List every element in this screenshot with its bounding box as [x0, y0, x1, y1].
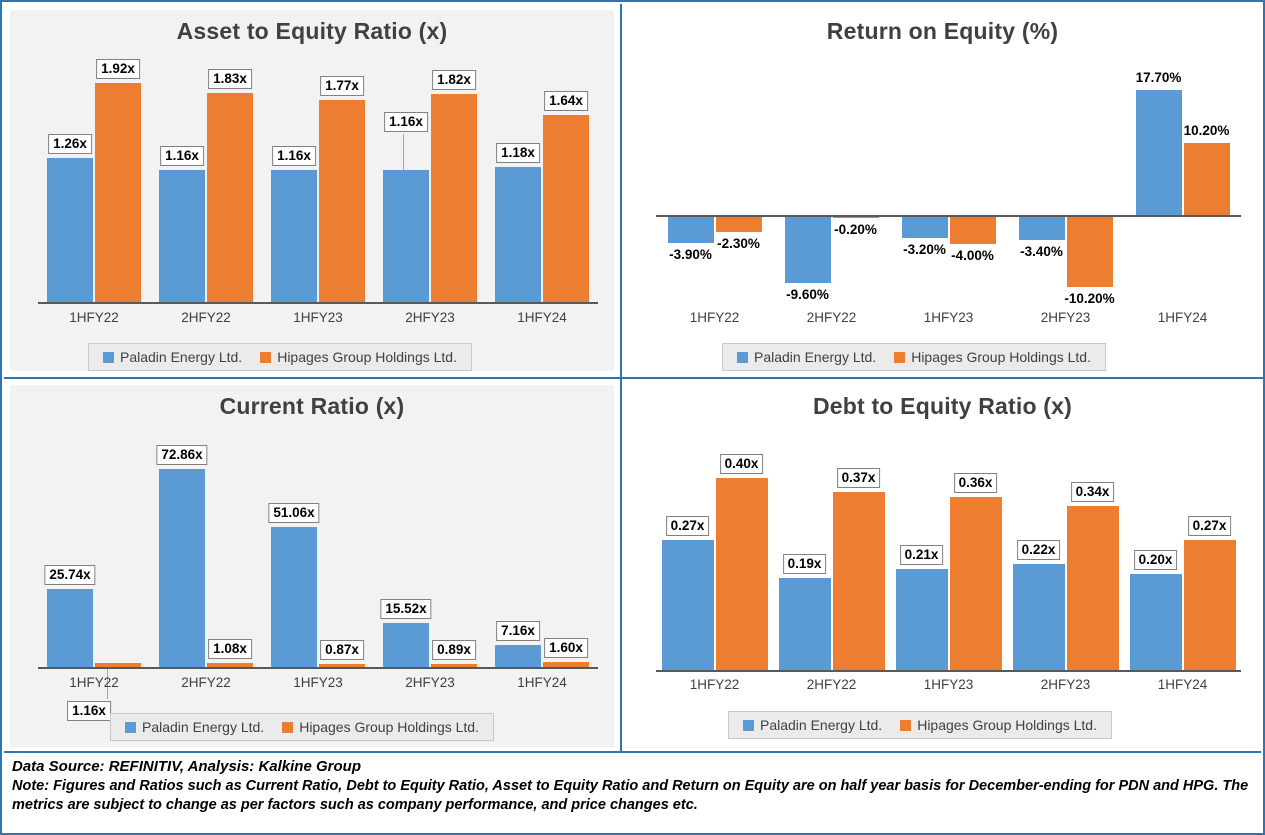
bar-label: 0.89x [432, 640, 476, 660]
chart-legend [722, 343, 1106, 371]
bar-label: -3.20% [903, 242, 946, 257]
bar-label: 1.08x [208, 639, 252, 659]
category-labels-3 [38, 675, 598, 690]
legend-swatch-icon [743, 720, 754, 731]
bar-series1[interactable] [495, 145, 541, 302]
bar-group [150, 447, 262, 667]
category-label: 1HFY22 [69, 310, 119, 325]
legend-label: Paladin Energy Ltd. [142, 719, 265, 735]
plot-area-4 [656, 455, 1241, 670]
bar-label: 0.87x [320, 640, 364, 660]
bar-series2[interactable] [1067, 484, 1119, 670]
chart-title: Asset to Equity Ratio (x) [176, 18, 448, 44]
bar-label: 0.21x [900, 545, 944, 565]
bar-label: -9.60% [786, 287, 829, 302]
category-label: 2HFY23 [405, 310, 455, 325]
bar-series1[interactable] [383, 114, 429, 302]
category-label: 2HFY23 [405, 675, 455, 690]
category-label: 2HFY22 [181, 675, 231, 690]
category-labels-4 [656, 677, 1241, 692]
bar-series2[interactable] [1183, 123, 1230, 215]
bar-series1[interactable] [271, 505, 317, 667]
legend-item-series2[interactable] [894, 349, 1091, 365]
legend-swatch-icon [103, 352, 114, 363]
bar-series1[interactable] [1130, 552, 1182, 670]
bar-label: 0.19x [783, 554, 827, 574]
chart-legend [110, 713, 494, 741]
bar-groups [38, 62, 598, 302]
bar-label: -4.00% [951, 248, 994, 263]
plot-area-2 [656, 70, 1241, 320]
category-label: 1HFY22 [689, 310, 740, 325]
bar-label: 0.36x [954, 473, 998, 493]
legend-swatch-icon [282, 722, 293, 733]
legend-swatch-icon [260, 352, 271, 363]
category-label: 1HFY22 [689, 677, 740, 692]
bar-series2[interactable] [1064, 215, 1115, 306]
bar-label: 1.77x [320, 76, 364, 96]
chart-panel-debt-to-equity [622, 379, 1263, 753]
legend-item-series1[interactable] [103, 349, 242, 365]
category-label: 1HFY24 [517, 675, 567, 690]
bar-label: 1.82x [432, 70, 476, 90]
bar-group [656, 70, 773, 320]
bar-group [890, 455, 1007, 670]
bar-series1[interactable] [1019, 215, 1065, 259]
bar-label: 0.27x [666, 516, 710, 536]
bar-group [890, 70, 1007, 320]
bar-series1[interactable] [668, 215, 714, 262]
category-label: 1HFY23 [923, 310, 974, 325]
bar-series2[interactable] [950, 215, 996, 263]
bar-series1[interactable] [495, 623, 541, 667]
legend-item-series1[interactable] [743, 717, 882, 733]
bar-label: 1.18x [496, 143, 540, 163]
x-axis [656, 670, 1241, 672]
bar-groups [656, 455, 1241, 670]
bar-series2[interactable] [833, 470, 885, 670]
category-label: 1HFY23 [293, 310, 343, 325]
category-label: 1HFY23 [923, 677, 974, 692]
legend-swatch-icon [125, 722, 136, 733]
bar-group [656, 455, 773, 670]
bar-series1[interactable] [662, 518, 714, 670]
bar-series1[interactable] [47, 567, 93, 667]
bar-label: 0.22x [1017, 540, 1061, 560]
legend-label: Hipages Group Holdings Ltd. [917, 717, 1097, 733]
bar-group [374, 62, 486, 302]
bar-group [1007, 70, 1124, 320]
bar-series2[interactable] [1184, 518, 1236, 670]
bar-label: 15.52x [380, 599, 431, 619]
category-label: 2HFY22 [806, 677, 857, 692]
bar-label: 1.16x [160, 146, 204, 166]
chart-panel-current-ratio [4, 379, 622, 753]
bar-group [486, 62, 598, 302]
bar-series1[interactable] [779, 556, 831, 670]
chart-legend [728, 711, 1112, 739]
legend-item-series2[interactable] [900, 717, 1097, 733]
chart-panel-return-on-equity [622, 4, 1263, 379]
bar-label: 17.70% [1135, 70, 1182, 86]
bar-label: 1.60x [544, 638, 588, 658]
x-axis [38, 302, 598, 304]
bar-label: -3.90% [669, 247, 712, 262]
bar-group [262, 62, 374, 302]
legend-label: Paladin Energy Ltd. [760, 717, 883, 733]
bar-label: -10.20% [1064, 291, 1115, 306]
category-label: 1HFY23 [293, 675, 343, 690]
footer-notes [4, 751, 1261, 831]
bar-label: 72.86x [156, 445, 207, 465]
legend-swatch-icon [737, 352, 748, 363]
bar-label: 0.37x [837, 468, 881, 488]
bar-label: 1.26x [48, 134, 92, 154]
plot-area-1 [38, 62, 598, 302]
bar-label: -0.20% [834, 222, 877, 237]
label-leader-line [403, 134, 404, 170]
footnote-text: Note: Figures and Ratios such as Current Ratio, Debt to Equity Ratio, Asset to Equity Ratio and Return on Equity are on half year basis for December-ending for PDN and HPG. The metrics are subject to change as per factors such as company performance, and price changes etc. [12, 778, 1249, 813]
legend-label: Hipages Group Holdings Ltd. [277, 349, 457, 365]
legend-item-series1[interactable] [125, 719, 264, 735]
bar-series1[interactable] [383, 601, 429, 667]
bar-groups [656, 70, 1241, 320]
bar-series1[interactable] [896, 547, 948, 670]
bar-series2[interactable] [95, 61, 141, 302]
chart-title: Return on Equity (%) [826, 18, 1059, 44]
bar-group [773, 70, 890, 320]
legend-item-series2[interactable] [282, 719, 479, 735]
bar-group [1124, 455, 1241, 670]
category-label: 1HFY24 [517, 310, 567, 325]
legend-swatch-icon [894, 352, 905, 363]
chart-title: Current Ratio (x) [219, 393, 405, 419]
x-axis [656, 215, 1241, 217]
bar-series1[interactable] [785, 215, 831, 302]
bar-label: -3.40% [1020, 244, 1063, 259]
bar-label: 1.92x [96, 59, 140, 79]
legend-swatch-icon [900, 720, 911, 731]
category-labels-1 [38, 310, 598, 325]
panel-background-2 [628, 10, 1257, 371]
data-source-text: Data Source: REFINITIV, Analysis: Kalkine Group [12, 758, 361, 775]
panel-background-1 [10, 10, 614, 371]
category-label: 2HFY22 [181, 310, 231, 325]
bar-label: 51.06x [268, 503, 319, 523]
category-label: 2HFY23 [1040, 677, 1091, 692]
legend-label: Hipages Group Holdings Ltd. [911, 349, 1091, 365]
bar-label: -2.30% [717, 236, 760, 251]
bar-group [374, 447, 486, 667]
legend-label: Paladin Energy Ltd. [120, 349, 243, 365]
bar-group [773, 455, 890, 670]
chart-grid [4, 4, 1263, 753]
bar-series1[interactable] [1013, 542, 1065, 670]
legend-label: Hipages Group Holdings Ltd. [299, 719, 479, 735]
bar-label: 0.20x [1134, 550, 1178, 570]
chart-panel-asset-to-equity [4, 4, 622, 379]
bar-series1[interactable] [159, 148, 205, 302]
category-label: 1HFY22 [69, 675, 119, 690]
bar-group [38, 62, 150, 302]
bar-label: 0.34x [1071, 482, 1115, 502]
bar-label: 25.74x [44, 565, 95, 585]
category-label: 1HFY24 [1157, 310, 1208, 325]
chart-title: Debt to Equity Ratio (x) [812, 393, 1073, 419]
category-labels-2 [656, 310, 1241, 325]
legend-label: Paladin Energy Ltd. [754, 349, 877, 365]
bar-series2[interactable] [716, 456, 768, 670]
bar-series2[interactable] [431, 72, 477, 302]
bar-label: 0.27x [1188, 516, 1232, 536]
bar-label: 7.16x [496, 621, 540, 641]
bar-series1[interactable] [902, 215, 948, 257]
bar-label: 1.83x [208, 69, 252, 89]
bar-series2[interactable] [716, 215, 762, 251]
bar-series2[interactable] [207, 71, 253, 302]
bar-group [262, 447, 374, 667]
bar-series1[interactable] [47, 136, 93, 302]
bar-series2[interactable] [950, 475, 1002, 670]
legend-item-series1[interactable] [737, 349, 876, 365]
bar-label: 1.64x [544, 91, 588, 111]
bar-group [1007, 455, 1124, 670]
bar-series2[interactable] [319, 78, 365, 302]
bar-group [1124, 70, 1241, 320]
bar-label: 1.16x [67, 701, 111, 721]
bar-group [486, 447, 598, 667]
bar-label: 1.16x [272, 146, 316, 166]
bar-group [150, 62, 262, 302]
panel-background-3 [10, 385, 614, 747]
bar-series1[interactable] [159, 447, 205, 667]
category-label: 2HFY23 [1040, 310, 1091, 325]
bar-series1[interactable] [271, 148, 317, 302]
bar-label: 0.40x [720, 454, 764, 474]
x-axis [38, 667, 598, 669]
bar-label: 10.20% [1183, 123, 1230, 139]
legend-item-series2[interactable] [260, 349, 457, 365]
category-label: 2HFY22 [806, 310, 857, 325]
bar-series1[interactable] [1135, 70, 1182, 215]
bar-series2[interactable] [543, 93, 589, 302]
chart-legend [88, 343, 472, 371]
category-label: 1HFY24 [1157, 677, 1208, 692]
bar-label: 1.16x [384, 112, 428, 132]
panel-background-4 [628, 385, 1257, 747]
